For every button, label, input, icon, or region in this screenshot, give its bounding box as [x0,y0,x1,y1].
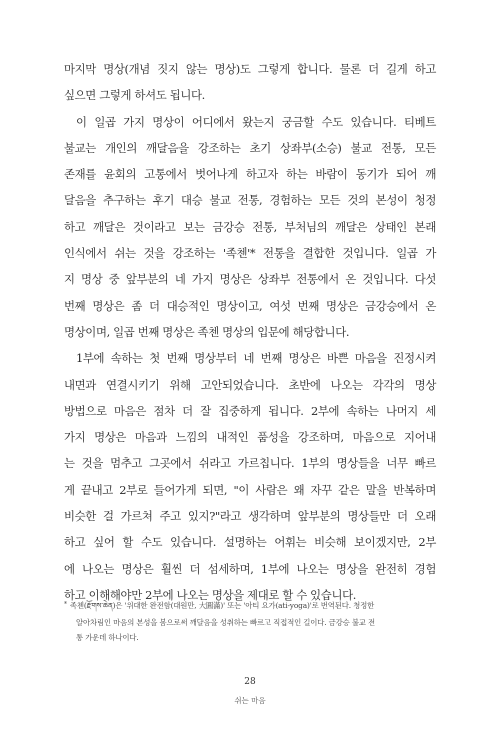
footnote-text: 족첸(རྫོགས་ཆེན)은 '위대한 완전함(대원만, 大圓滿)' 또는 '아티 요가(ati-yoga)'로 번역된다. 청정한 [69,601,375,610]
body-line: 내면과 연결시키기 위해 고안되었습니다. 초반에 나오는 각각의 명상 [64,377,436,392]
body-line: 는 것을 멈추고 그곳에서 쉬라고 가르칩니다. 1부의 명상들을 너무 빠르 [64,456,436,471]
body-line: 번째 명상은 좀 더 대승적인 명상이고, 여섯 번째 명상은 금강승에서 온 [64,298,436,313]
body-line: 에 나오는 명상은 훨씬 더 섬세하며, 1부에 나오는 명상을 완전히 경험 [64,561,436,576]
body-line: 마지막 명상(개념 짓지 않는 명상)도 그렇게 합니다. 물론 더 길게 하고 [64,62,436,76]
body-line: 게 끝내고 2부로 들어가게 되면, "이 사람은 왜 자꾸 같은 말을 반복하며 [64,482,436,497]
body-line: 달음을 추구하는 후기 대승 불교 전통, 경험하는 모든 것의 본성이 청정 [64,193,436,208]
body-line: 하고 깨달은 것이라고 보는 금강승 전통, 부처님의 깨달은 상태인 본래 [64,219,436,234]
footnote-line: 통 가운데 하나이다. [76,633,139,642]
running-title: 쉬는 마음 [234,696,266,705]
body-line: 하고 이해해야만 2부에 나오는 명상을 제대로 할 수 있습니다. [64,587,357,602]
body-line: 비슷한 걸 가르쳐 주고 있지?"라고 생각하며 앞부분의 명상들만 더 오래 [64,509,436,524]
body-line: 가지 명상은 마음과 느낌의 내적인 품성을 강조하며, 마음으로 지어내 [64,430,436,445]
footnote-line [64,598,436,615]
body-line: 방법으로 마음은 점차 더 잘 집중하게 됩니다. 2부에 속하는 나머지 세 [64,403,436,418]
body-line: 이 일곱 가지 명상이 어디에서 왔는지 궁금할 수도 있습니다. 티베트 [76,114,436,129]
body-line: 명상이며, 일곱 번째 명상은 족첸 명상의 입문에 해당합니다. [64,324,350,339]
body-text [64,56,436,608]
body-line: 존재를 윤회의 고통에서 벗어나게 하고자 하는 바람이 동기가 되어 깨 [64,167,436,182]
footnote [64,598,436,646]
footnote-line: 알아차림인 마음의 본성을 봄으로써 깨달음을 성취하는 빠르고 직접적인 길이다. 금강승 불교 전 [76,617,375,627]
body-line: 하고 싶어 할 수도 있습니다. 설명하는 어휘는 비슷해 보이겠지만, 2부 [64,535,436,550]
body-line: 지 명상 중 앞부분의 네 가지 명상은 상좌부 전통에서 온 것입니다. 다섯 [64,272,436,287]
body-line: 불교는 개인의 깨달음을 강조하는 초기 상좌부(소승) 불교 전통, 모든 [64,140,436,155]
footnote-marker: * [64,601,67,608]
body-line: 1부에 속하는 첫 번째 명상부터 네 번째 명상은 바쁜 마음을 진정시켜 [76,351,436,366]
body-line: 인식에서 쉬는 것을 강조하는 '족첸'* 전통을 결합한 것입니다. 일곱 가 [64,246,436,261]
page-number: 28 [244,677,256,687]
body-line: 싶으면 그렇게 하셔도 됩니다. [64,88,205,103]
